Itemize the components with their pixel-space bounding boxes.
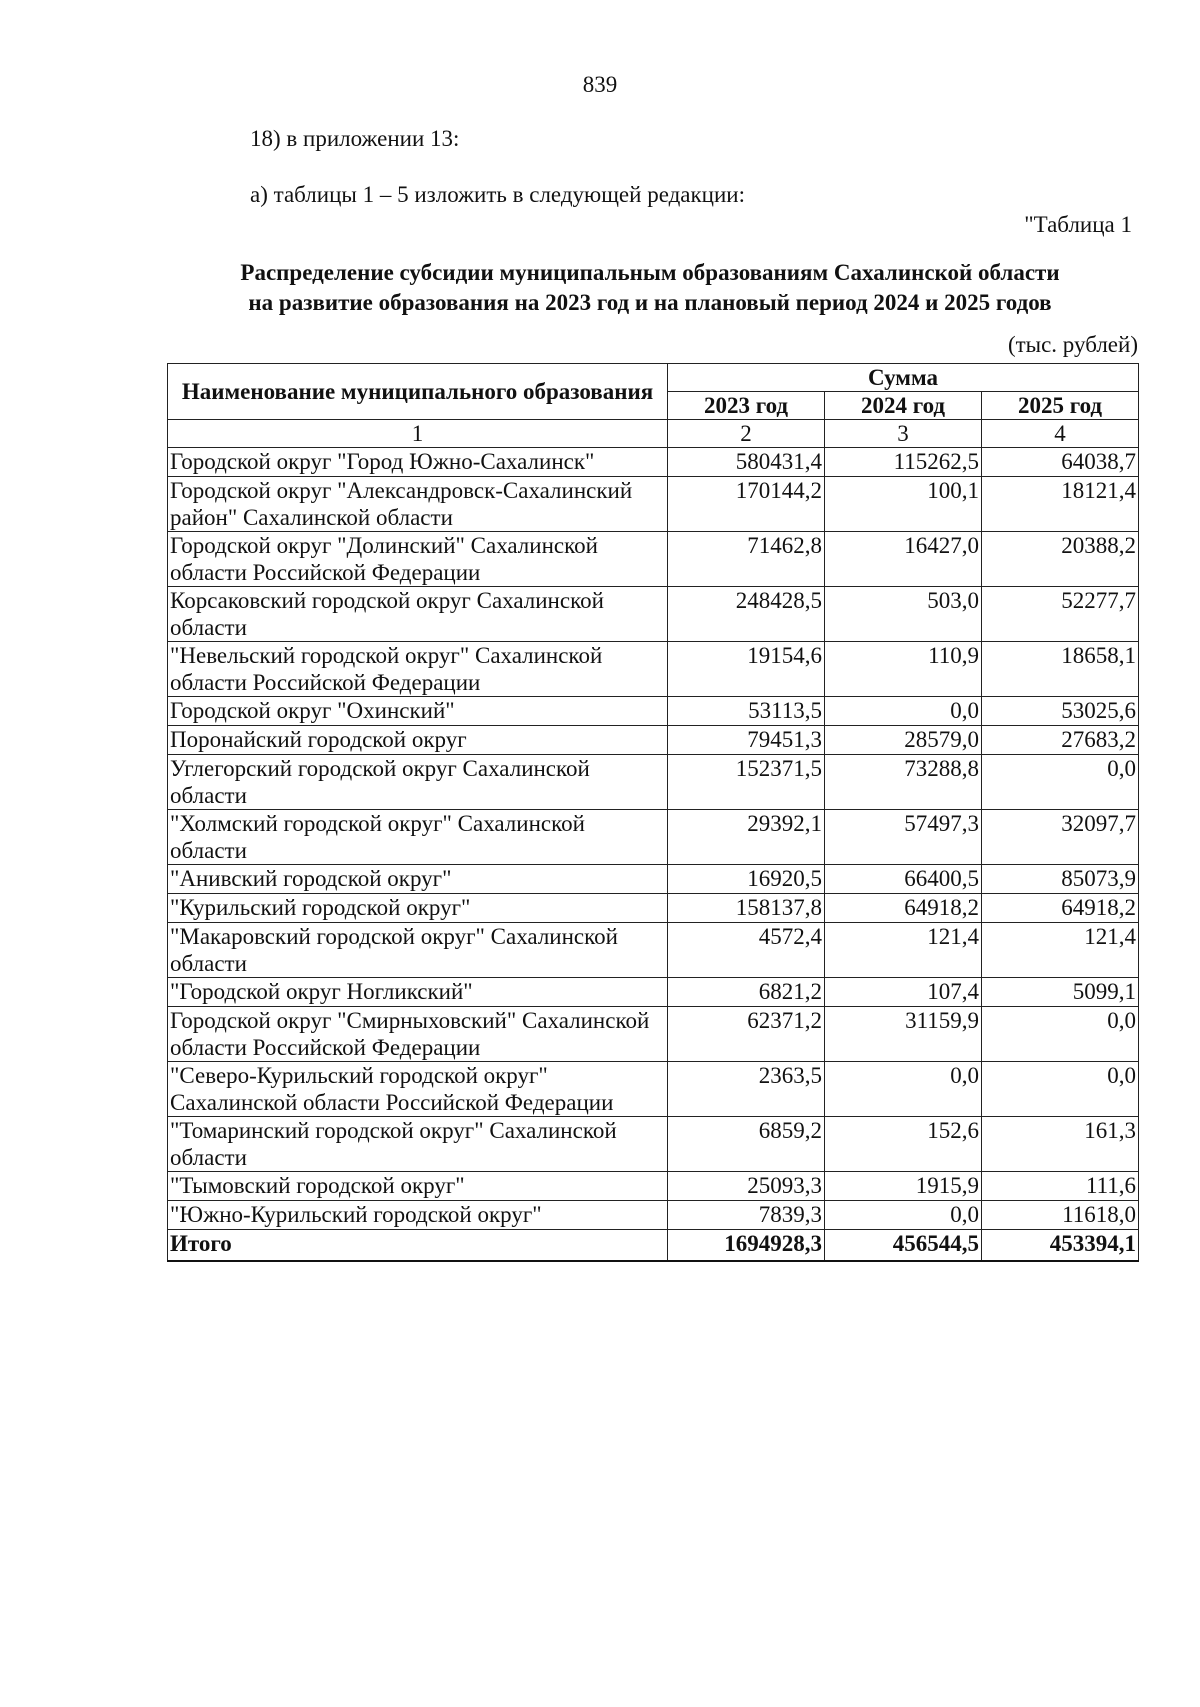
table-row: [168, 1172, 1139, 1201]
row-value-2025: 161,3: [982, 1117, 1139, 1172]
row-name: "Анивский городской округ": [168, 865, 668, 894]
total-2024: 456544,5: [825, 1230, 982, 1262]
row-value-2023: 79451,3: [668, 726, 825, 755]
row-value-2024: 0,0: [825, 697, 982, 726]
unit-label: (тыс. рублей): [1007, 332, 1138, 357]
table-row: [168, 1062, 1139, 1117]
row-value-2023: 152371,5: [668, 755, 825, 810]
row-value-2023: 16920,5: [668, 865, 825, 894]
total-2023: 1694928,3: [668, 1230, 825, 1262]
row-value-2023: 158137,8: [668, 894, 825, 923]
subsidy-table: [167, 363, 1139, 1262]
col-number-4: 4: [982, 420, 1139, 448]
table-row: [168, 697, 1139, 726]
row-value-2023: 7839,3: [668, 1201, 825, 1230]
row-name: Городской округ "Город Южно-Сахалинск": [168, 448, 668, 477]
item-line: 18) в приложении 13:: [250, 126, 460, 151]
total-label: Итого: [168, 1230, 668, 1262]
sub-line: а) таблицы 1 – 5 изложить в следующей редакции:: [250, 182, 745, 207]
row-value-2023: 29392,1: [668, 810, 825, 865]
header-year-2023: 2023 год: [668, 392, 825, 420]
row-name: "Городской округ Ногликский": [168, 978, 668, 1007]
row-name: "Тымовский городской округ": [168, 1172, 668, 1201]
table-row: [168, 1201, 1139, 1230]
table-label: "Таблица 1: [1024, 212, 1132, 237]
col-number-3: 3: [825, 420, 982, 448]
table-row: [168, 810, 1139, 865]
row-value-2024: 16427,0: [825, 532, 982, 587]
row-value-2023: 248428,5: [668, 587, 825, 642]
table-row: [168, 477, 1139, 532]
row-value-2025: 32097,7: [982, 810, 1139, 865]
row-name: Корсаковский городской округ Сахалинской области: [168, 587, 668, 642]
col-number-2: 2: [668, 420, 825, 448]
table-row: [168, 978, 1139, 1007]
table-row: [168, 532, 1139, 587]
row-name: "Томаринский городской округ" Сахалинской области: [168, 1117, 668, 1172]
row-value-2024: 64918,2: [825, 894, 982, 923]
col-number-1: 1: [168, 420, 668, 448]
row-value-2024: 115262,5: [825, 448, 982, 477]
row-value-2025: 53025,6: [982, 697, 1139, 726]
row-name: Городской округ "Александровск-Сахалинский район" Сахалинской области: [168, 477, 668, 532]
row-value-2025: 11618,0: [982, 1201, 1139, 1230]
row-value-2025: 64918,2: [982, 894, 1139, 923]
row-value-2025: 0,0: [982, 1007, 1139, 1062]
row-value-2025: 85073,9: [982, 865, 1139, 894]
row-name: "Невельский городской округ" Сахалинской области Российской Федерации: [168, 642, 668, 697]
row-name: "Курильский городской округ": [168, 894, 668, 923]
page-number: 839: [582, 72, 618, 97]
row-value-2023: 2363,5: [668, 1062, 825, 1117]
row-value-2024: 0,0: [825, 1062, 982, 1117]
row-value-2024: 66400,5: [825, 865, 982, 894]
table-row: [168, 1117, 1139, 1172]
row-value-2024: 152,6: [825, 1117, 982, 1172]
row-value-2025: 0,0: [982, 1062, 1139, 1117]
row-value-2024: 73288,8: [825, 755, 982, 810]
table-row: [168, 894, 1139, 923]
row-value-2025: 20388,2: [982, 532, 1139, 587]
table-row: [168, 642, 1139, 697]
row-name: Городской округ "Охинский": [168, 697, 668, 726]
header-year-2025: 2025 год: [982, 392, 1139, 420]
table-row: [168, 1007, 1139, 1062]
table-body: [168, 448, 1139, 1230]
row-value-2024: 100,1: [825, 477, 982, 532]
document-title: [150, 258, 1150, 318]
row-value-2023: 25093,3: [668, 1172, 825, 1201]
row-value-2023: 53113,5: [668, 697, 825, 726]
row-value-2024: 1915,9: [825, 1172, 982, 1201]
row-value-2024: 110,9: [825, 642, 982, 697]
row-value-2025: 52277,7: [982, 587, 1139, 642]
row-name: Городской округ "Долинский" Сахалинской области Российской Федерации: [168, 532, 668, 587]
table-row: [168, 755, 1139, 810]
row-name: "Южно-Курильский городской округ": [168, 1201, 668, 1230]
header-name: Наименование муниципального образования: [168, 364, 668, 420]
header-sum: Сумма: [668, 364, 1139, 392]
row-name: "Северо-Курильский городской округ" Сахалинской области Российской Федерации: [168, 1062, 668, 1117]
row-name: Поронайский городской округ: [168, 726, 668, 755]
row-value-2023: 71462,8: [668, 532, 825, 587]
row-value-2023: 6859,2: [668, 1117, 825, 1172]
table-row: [168, 448, 1139, 477]
row-value-2025: 0,0: [982, 755, 1139, 810]
row-value-2023: 6821,2: [668, 978, 825, 1007]
row-value-2025: 5099,1: [982, 978, 1139, 1007]
table-row: [168, 587, 1139, 642]
row-value-2024: 107,4: [825, 978, 982, 1007]
row-value-2023: 580431,4: [668, 448, 825, 477]
row-value-2025: 64038,7: [982, 448, 1139, 477]
title-line-2: на развитие образования на 2023 год и на плановый период 2024 и 2025 годов: [248, 290, 1052, 315]
row-value-2024: 503,0: [825, 587, 982, 642]
table-row: [168, 923, 1139, 978]
row-value-2025: 121,4: [982, 923, 1139, 978]
row-value-2025: 111,6: [982, 1172, 1139, 1201]
table-row: [168, 865, 1139, 894]
row-value-2025: 18121,4: [982, 477, 1139, 532]
row-name: "Холмский городской округ" Сахалинской области: [168, 810, 668, 865]
row-value-2023: 4572,4: [668, 923, 825, 978]
row-value-2024: 31159,9: [825, 1007, 982, 1062]
row-value-2023: 62371,2: [668, 1007, 825, 1062]
table-row: [168, 726, 1139, 755]
row-name: Городской округ "Смирныховский" Сахалинской области Российской Федерации: [168, 1007, 668, 1062]
row-value-2024: 121,4: [825, 923, 982, 978]
title-line-1: Распределение субсидии муниципальным образованиям Сахалинской области: [240, 260, 1060, 285]
row-value-2024: 0,0: [825, 1201, 982, 1230]
row-value-2023: 19154,6: [668, 642, 825, 697]
row-value-2024: 57497,3: [825, 810, 982, 865]
row-name: Углегорский городской округ Сахалинской области: [168, 755, 668, 810]
total-2025: 453394,1: [982, 1230, 1139, 1262]
row-value-2025: 18658,1: [982, 642, 1139, 697]
header-year-2024: 2024 год: [825, 392, 982, 420]
row-value-2024: 28579,0: [825, 726, 982, 755]
row-value-2023: 170144,2: [668, 477, 825, 532]
row-name: "Макаровский городской округ" Сахалинской области: [168, 923, 668, 978]
row-value-2025: 27683,2: [982, 726, 1139, 755]
total-row: [168, 1230, 1139, 1262]
